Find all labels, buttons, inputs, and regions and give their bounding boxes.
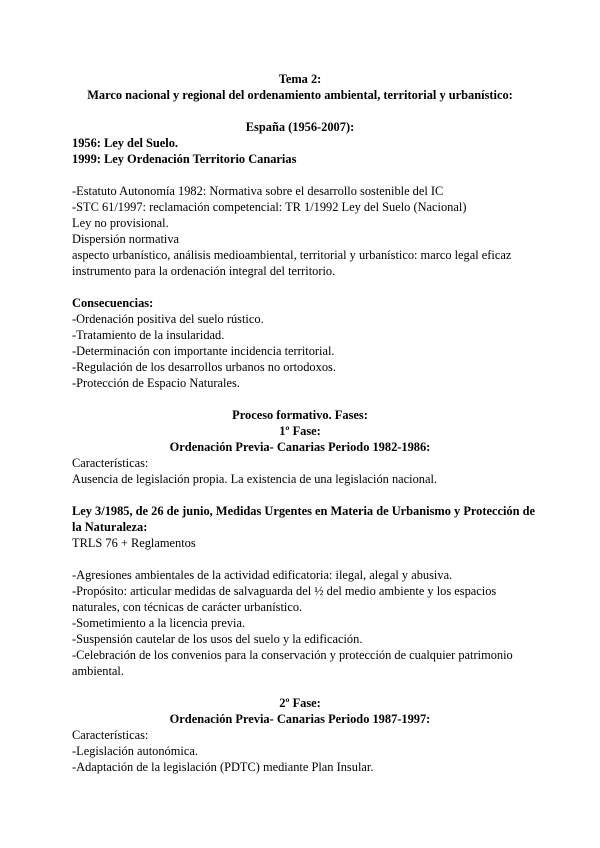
ley-item: -Sometimiento a la licencia previa. [72,616,246,630]
fase1-label: 1º Fase: [279,424,321,438]
consecuencias-heading: Consecuencias: [72,296,154,310]
tema-title: Marco nacional y regional del ordenamiento ambiental, territorial y urbanístico: [87,88,513,102]
ley-item: -Celebración de los convenios para la conservación y protección de cualquier patrimonio [72,648,513,662]
fase1-caracteristicas: Características: [72,456,149,470]
ley-title-line: Ley 3/1985, de 26 de junio, Medidas Urgentes en Materia de Urbanismo y Protección de [72,504,535,518]
consecuencia-item: -Protección de Espacio Naturales. [72,376,240,390]
ley-item: -Suspensión cautelar de los usos del suelo y la edificación. [72,632,363,646]
fase2-item: -Legislación autonómica. [72,744,198,758]
tema-number: Tema 2: [278,72,322,86]
intro-line: -Estatuto Autonomía 1982: Normativa sobre el desarrollo sostenible del IC [72,184,444,198]
proceso-heading: Proceso formativo. Fases: [232,408,368,422]
law-1999: 1999: Ley Ordenación Territorio Canarias [72,152,297,166]
fase1-text: Ausencia de legislación propia. La existencia de una legislación nacional. [72,472,438,486]
ley-item: -Agresiones ambientales de la actividad edificatoria: ilegal, alegal y abusiva. [72,568,453,582]
fase2-item: -Adaptación de la legislación (PDTC) mediante Plan Insular. [72,760,374,774]
intro-line: aspecto urbanístico, análisis medioambiental, territorial y urbanístico: marco legal eficaz [72,248,512,262]
intro-line: Ley no provisional. [72,216,169,230]
ley-item: naturales, con técnicas de carácter urbanístico. [72,600,303,614]
intro-line: -STC 61/1997: reclamación competencial: TR 1/1992 Ley del Suelo (Nacional) [72,200,467,214]
ley-title-line: la Naturaleza: [72,520,148,534]
ley-item: ambiental. [72,664,124,678]
fase2-label: 2º Fase: [279,696,321,710]
ley-item: -Propósito: articular medidas de salvaguarda del ½ del medio ambiente y los espacios [72,584,497,598]
fase2-caracteristicas: Características: [72,728,149,742]
espana-heading: España (1956-2007): [245,120,355,134]
fase1-title: Ordenación Previa- Canarias Periodo 1982-1986: [169,440,431,454]
consecuencia-item: -Regulación de los desarrollos urbanos no ortodoxos. [72,360,336,374]
fase2-title: Ordenación Previa- Canarias Periodo 1987-1997: [169,712,431,726]
law-1956: 1956: Ley del Suelo. [72,136,179,150]
trls-line: TRLS 76 + Reglamentos [72,536,196,550]
consecuencia-item: -Determinación con importante incidencia territorial. [72,344,335,358]
intro-line: instrumento para la ordenación integral del territorio. [72,264,336,278]
consecuencia-item: -Ordenación positiva del suelo rústico. [72,312,264,326]
consecuencia-item: -Tratamiento de la insularidad. [72,328,225,342]
intro-line: Dispersión normativa [72,232,180,246]
